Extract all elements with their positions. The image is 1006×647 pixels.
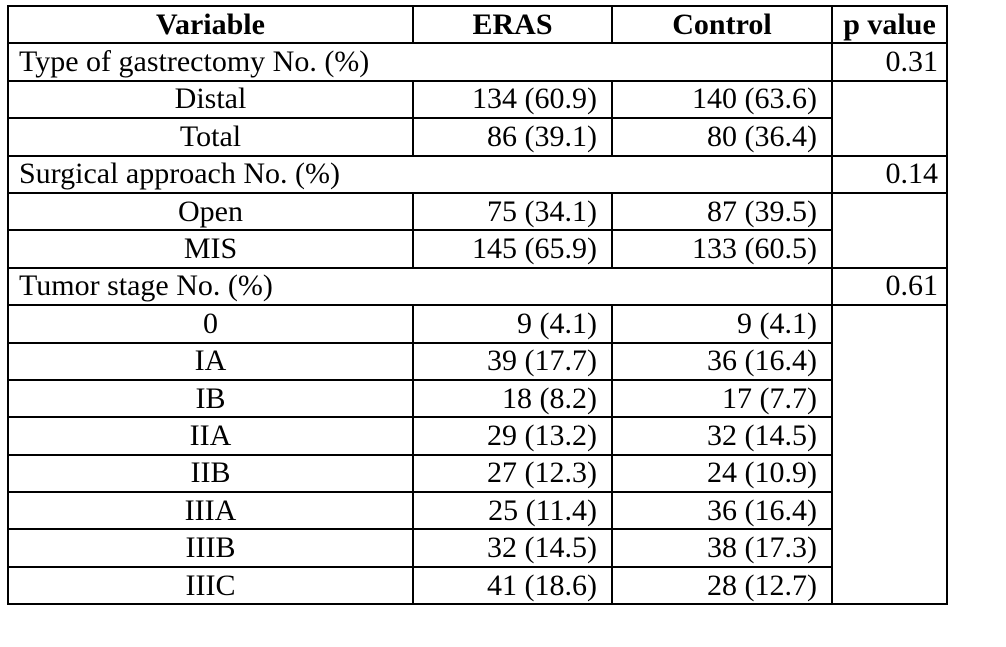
eras-value: 32 (14.5) — [413, 529, 612, 566]
eras-value: 27 (12.3) — [413, 455, 612, 492]
eras-value: 39 (17.7) — [413, 343, 612, 380]
group-label: Surgical approach No. (%) — [8, 156, 832, 193]
table-row — [8, 118, 947, 155]
table-row — [8, 380, 947, 417]
row-label: MIS — [8, 230, 413, 267]
row-label: Open — [8, 193, 413, 230]
control-value: 28 (12.7) — [612, 567, 832, 604]
table-row — [8, 417, 947, 454]
table-row — [8, 305, 947, 342]
p-value-empty — [832, 455, 947, 492]
header-control: Control — [612, 6, 832, 43]
row-label: Distal — [8, 81, 413, 118]
eras-value: 25 (11.4) — [413, 492, 612, 529]
p-value-empty — [832, 230, 947, 267]
eras-value: 9 (4.1) — [413, 305, 612, 342]
control-value: 140 (63.6) — [612, 81, 832, 118]
row-label: IIA — [8, 417, 413, 454]
p-value-empty — [832, 305, 947, 342]
group-row-tumor-stage — [8, 268, 947, 305]
eras-value: 86 (39.1) — [413, 118, 612, 155]
p-value-empty — [832, 343, 947, 380]
p-value-empty — [832, 380, 947, 417]
table-row — [8, 81, 947, 118]
control-value: 38 (17.3) — [612, 529, 832, 566]
header-eras: ERAS — [413, 6, 612, 43]
control-value: 87 (39.5) — [612, 193, 832, 230]
header-p-value: p value — [832, 6, 947, 43]
row-label: IIB — [8, 455, 413, 492]
header-variable: Variable — [8, 6, 413, 43]
control-value: 17 (7.7) — [612, 380, 832, 417]
eras-value: 41 (18.6) — [413, 567, 612, 604]
p-value-empty — [832, 567, 947, 604]
table-row — [8, 230, 947, 267]
control-value: 32 (14.5) — [612, 417, 832, 454]
eras-value: 29 (13.2) — [413, 417, 612, 454]
eras-value: 145 (65.9) — [413, 230, 612, 267]
row-label: IIIA — [8, 492, 413, 529]
table-row — [8, 529, 947, 566]
table-row — [8, 567, 947, 604]
row-label: IA — [8, 343, 413, 380]
control-value: 133 (60.5) — [612, 230, 832, 267]
group-p-value: 0.14 — [832, 156, 947, 193]
eras-value: 134 (60.9) — [413, 81, 612, 118]
p-value-empty — [832, 193, 947, 230]
group-label: Tumor stage No. (%) — [8, 268, 832, 305]
eras-value: 75 (34.1) — [413, 193, 612, 230]
control-value: 24 (10.9) — [612, 455, 832, 492]
row-label: IIIB — [8, 529, 413, 566]
p-value-empty — [832, 81, 947, 118]
comparison-table — [7, 5, 948, 605]
eras-value: 18 (8.2) — [413, 380, 612, 417]
p-value-empty — [832, 417, 947, 454]
control-value: 9 (4.1) — [612, 305, 832, 342]
header-row — [8, 6, 947, 43]
table-row — [8, 343, 947, 380]
group-row-surgical-approach — [8, 156, 947, 193]
row-label: IB — [8, 380, 413, 417]
p-value-empty — [832, 492, 947, 529]
row-label: 0 — [8, 305, 413, 342]
group-label: Type of gastrectomy No. (%) — [8, 43, 832, 80]
p-value-empty — [832, 118, 947, 155]
control-value: 36 (16.4) — [612, 492, 832, 529]
group-p-value: 0.61 — [832, 268, 947, 305]
group-row-gastrectomy-type — [8, 43, 947, 80]
control-value: 36 (16.4) — [612, 343, 832, 380]
row-label: IIIC — [8, 567, 413, 604]
table-container — [7, 5, 948, 605]
table-row — [8, 193, 947, 230]
table-row — [8, 492, 947, 529]
table-row — [8, 455, 947, 492]
p-value-empty — [832, 529, 947, 566]
row-label: Total — [8, 118, 413, 155]
control-value: 80 (36.4) — [612, 118, 832, 155]
group-p-value: 0.31 — [832, 43, 947, 80]
